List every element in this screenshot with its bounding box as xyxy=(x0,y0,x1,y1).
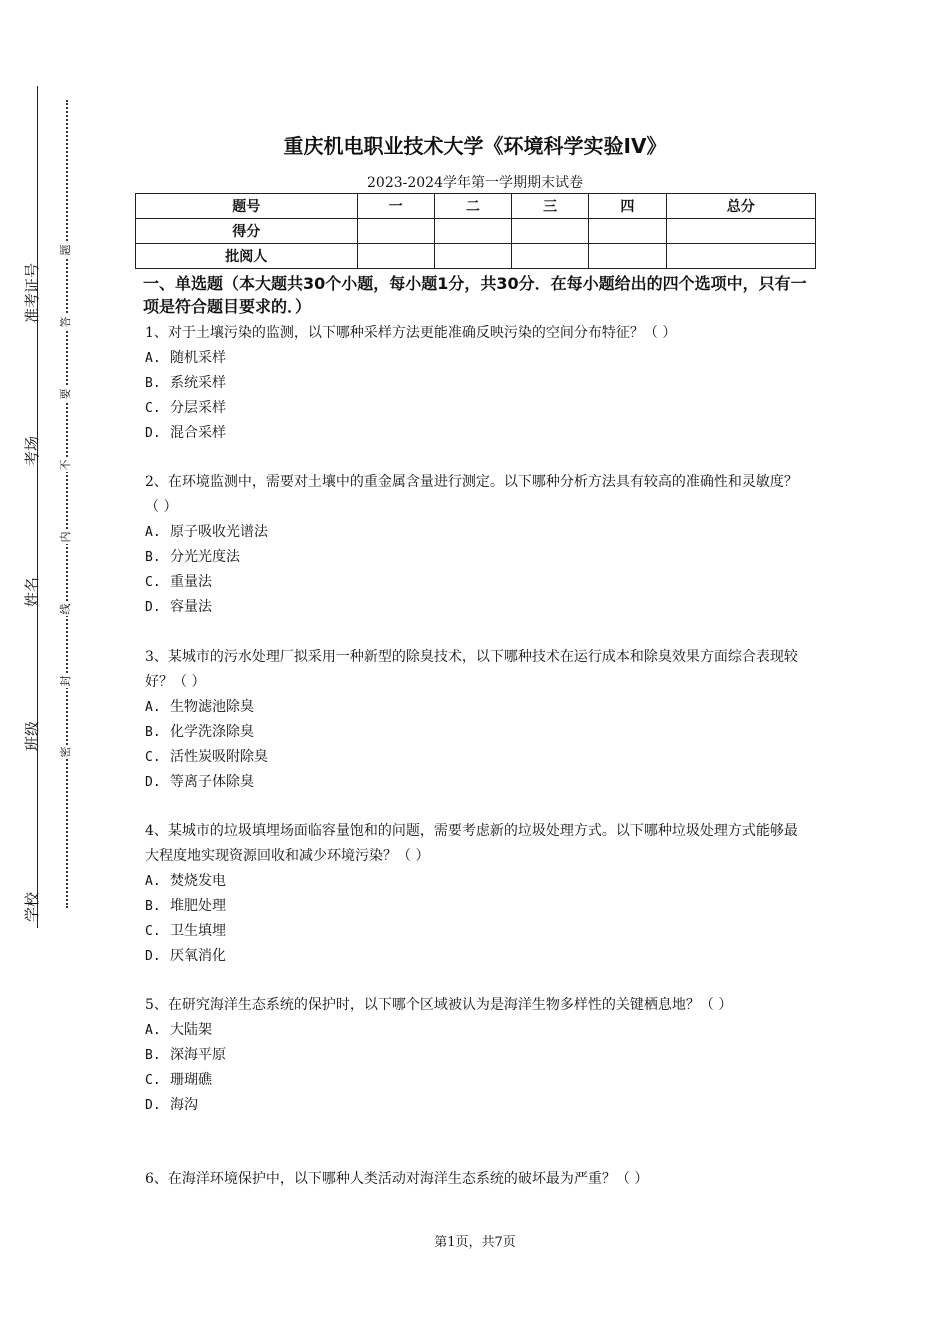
section-heading: 一、单选题（本大题共30个小题，每小题1分，共30分．在每小题给出的四个选项中，只有一项是符合题目要求的．） xyxy=(143,274,807,316)
option-text: 珊瑚礁 xyxy=(170,1072,212,1088)
binding-hint-char: 要 xyxy=(59,388,72,400)
question-2 xyxy=(145,470,810,620)
reviewer-cell xyxy=(434,244,511,269)
option-text: 混合采样 xyxy=(170,425,226,441)
option-letter: C. xyxy=(145,575,161,590)
option-c xyxy=(145,396,810,421)
question-5 xyxy=(145,993,810,1118)
question-stem: 4、某城市的垃圾填埋场面临容量饱和的问题，需要考虑新的垃圾处理方式。以下哪种垃圾处理方式能够最大程度地实现资源回收和减少环境污染？（ ） xyxy=(145,823,798,864)
question-stem: 3、某城市的污水处理厂拟采用一种新型的除臭技术，以下哪种技术在运行成本和除臭效果方面综合表现较好？（ ） xyxy=(145,649,798,690)
option-d xyxy=(145,770,810,795)
option-letter: D. xyxy=(145,426,161,441)
option-c xyxy=(145,919,810,944)
question-stem: 1、对于土壤污染的监测，以下哪种采样方法更能准确反映污染的空间分布特征？（ ） xyxy=(145,325,677,341)
option-letter: A. xyxy=(145,874,161,889)
binding-label-class: 班级 xyxy=(23,721,41,752)
option-text: 生物滤池除臭 xyxy=(170,699,254,715)
option-b xyxy=(145,720,810,745)
option-a xyxy=(145,1018,810,1043)
option-d xyxy=(145,1093,810,1118)
binding-hint-char: 题 xyxy=(59,244,72,256)
option-text: 原子吸收光谱法 xyxy=(170,524,268,540)
binding-hint-char: 线 xyxy=(59,603,72,615)
score-table-header-row xyxy=(136,194,816,219)
option-text: 随机采样 xyxy=(170,350,226,366)
option-letter: B. xyxy=(145,550,161,565)
option-c xyxy=(145,570,810,595)
reviewer-cell xyxy=(589,244,666,269)
option-letter: A. xyxy=(145,351,161,366)
header-cell: 二 xyxy=(434,194,511,219)
reviewer-cell xyxy=(512,244,589,269)
option-letter: D. xyxy=(145,775,161,790)
option-d xyxy=(145,595,810,620)
option-a xyxy=(145,869,810,894)
option-letter: C. xyxy=(145,1073,161,1088)
option-a xyxy=(145,346,810,371)
binding-hint-char: 内 xyxy=(59,531,72,543)
question-1 xyxy=(145,321,810,446)
option-letter: A. xyxy=(145,700,161,715)
option-letter: A. xyxy=(145,1023,161,1038)
exam-subtitle: 2023-2024学年第一学期期末试卷 xyxy=(367,175,583,191)
binding-hint-char: 封 xyxy=(59,675,72,687)
option-b xyxy=(145,894,810,919)
option-text: 厌氧消化 xyxy=(170,948,226,964)
binding-label-exam-room: 考场 xyxy=(23,436,41,467)
question-6 xyxy=(145,1167,810,1192)
option-text: 堆肥处理 xyxy=(170,898,226,914)
option-d xyxy=(145,944,810,969)
score-cell xyxy=(512,219,589,244)
option-letter: B. xyxy=(145,725,161,740)
option-text: 重量法 xyxy=(170,574,212,590)
question-3 xyxy=(145,645,810,795)
reviewer-cell xyxy=(357,244,434,269)
option-text: 容量法 xyxy=(170,599,212,615)
option-text: 化学洗涤除臭 xyxy=(170,724,254,740)
option-text: 等离子体除臭 xyxy=(170,774,254,790)
option-letter: B. xyxy=(145,376,161,391)
option-a xyxy=(145,695,810,720)
reviewer-cell xyxy=(666,244,815,269)
question-stem: 2、在环境监测中，需要对土壤中的重金属含量进行测定。以下哪种分析方法具有较高的准确性和灵敏度？（ ） xyxy=(145,474,798,515)
score-row xyxy=(136,219,816,244)
option-text: 卫生填埋 xyxy=(170,923,226,939)
binding-hint-char: 密 xyxy=(59,746,72,758)
option-letter: C. xyxy=(145,750,161,765)
option-c xyxy=(145,1068,810,1093)
option-letter: D. xyxy=(145,1098,161,1113)
option-letter: D. xyxy=(145,949,161,964)
option-letter: B. xyxy=(145,1048,161,1063)
row-label: 批阅人 xyxy=(136,244,358,269)
option-text: 大陆架 xyxy=(170,1022,212,1038)
binding-label-exam-id: 准考证号 xyxy=(23,263,41,324)
option-letter: D. xyxy=(145,600,161,615)
option-letter: B. xyxy=(145,899,161,914)
binding-label-school: 学校 xyxy=(23,892,41,923)
question-stem: 5、在研究海洋生态系统的保护时，以下哪个区域被认为是海洋生物多样性的关键栖息地？（ ） xyxy=(145,997,733,1013)
score-cell xyxy=(357,219,434,244)
header-cell: 三 xyxy=(512,194,589,219)
binding-hint-char: 答 xyxy=(59,316,72,328)
binding-hint-char: 不 xyxy=(59,459,72,471)
option-b xyxy=(145,371,810,396)
option-text: 分层采样 xyxy=(170,400,226,416)
option-letter: C. xyxy=(145,924,161,939)
binding-solid-line xyxy=(37,86,38,928)
score-table xyxy=(135,193,816,269)
option-text: 分光光度法 xyxy=(170,549,240,565)
option-text: 活性炭吸附除臭 xyxy=(170,749,268,765)
option-letter: C. xyxy=(145,401,161,416)
option-d xyxy=(145,421,810,446)
option-letter: A. xyxy=(145,525,161,540)
option-c xyxy=(145,745,810,770)
option-b xyxy=(145,1043,810,1068)
option-a xyxy=(145,520,810,545)
binding-label-name: 姓名 xyxy=(23,577,41,608)
page-number: 第1页，共7页 xyxy=(434,1235,516,1250)
question-stem: 6、在海洋环境保护中，以下哪种人类活动对海洋生态系统的破坏最为严重？（ ） xyxy=(145,1171,649,1187)
header-cell: 四 xyxy=(589,194,666,219)
option-text: 焚烧发电 xyxy=(170,873,226,889)
option-b xyxy=(145,545,810,570)
option-text: 海沟 xyxy=(170,1097,198,1113)
option-text: 系统采样 xyxy=(170,375,226,391)
header-cell: 一 xyxy=(357,194,434,219)
option-text: 深海平原 xyxy=(170,1047,226,1063)
row-label: 得分 xyxy=(136,219,358,244)
header-cell: 总分 xyxy=(666,194,815,219)
reviewer-row xyxy=(136,244,816,269)
binding-dotted-line xyxy=(66,100,68,908)
score-cell xyxy=(666,219,815,244)
question-4 xyxy=(145,819,810,969)
exam-title: 重庆机电职业技术大学《环境科学实验IV》 xyxy=(283,134,667,158)
header-cell: 题号 xyxy=(136,194,358,219)
score-cell xyxy=(589,219,666,244)
score-cell xyxy=(434,219,511,244)
